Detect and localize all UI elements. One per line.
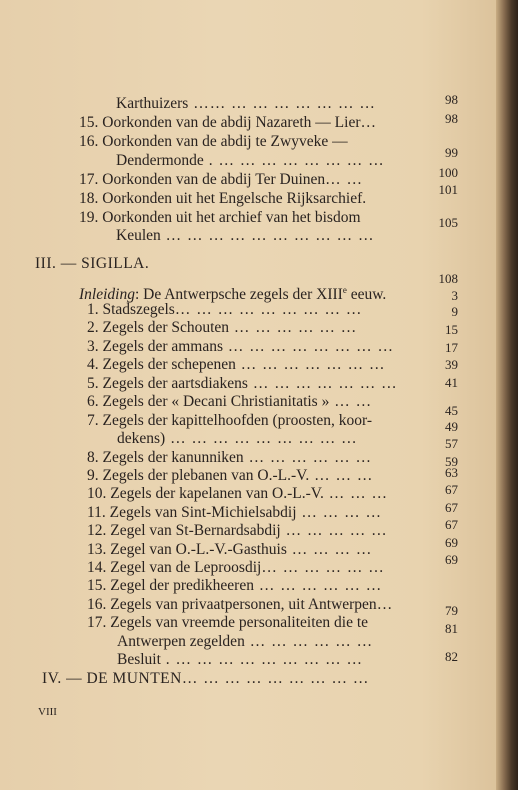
entry-text: 13. Zegel van O.-L.-V.-Gasthuis — [87, 541, 287, 558]
entry-text: 11. Zegels van Sint-Michielsabdij — [87, 504, 297, 521]
page-number: 63 — [445, 465, 458, 480]
entry-text: 2. Zegels der Schouten — [87, 319, 230, 336]
page-number: 59 — [445, 454, 458, 469]
folio-number: VIII — [38, 706, 57, 718]
entry-text: 12. Zegel van St-Bernardsabdij — [87, 522, 281, 539]
page-number: 57 — [445, 436, 458, 451]
leader-dots: … — [376, 596, 394, 613]
entry-text: 9. Zegels der plebanen van O.-L.-V. — [87, 467, 310, 484]
intro-rest: eeuw. — [346, 286, 387, 304]
page-number: 98 — [445, 92, 458, 107]
toc-entry-1 — [87, 301, 362, 318]
toc-entry-4 — [87, 356, 386, 373]
toc-entry-13 — [87, 541, 372, 558]
section-heading-munten — [42, 670, 369, 687]
entry-text: 1. Stadszegels — [87, 301, 175, 318]
toc-entry-10 — [87, 485, 388, 502]
page-number: 69 — [445, 535, 458, 550]
toc-entry-19-cont — [116, 227, 375, 244]
toc-entry-3 — [87, 338, 394, 355]
leader-dots: … … … … … … … — [235, 356, 386, 373]
page-number: 69 — [445, 552, 458, 567]
toc-entry-2 — [87, 319, 357, 336]
toc-entry-14 — [87, 559, 385, 576]
entry-text: Keulen — [116, 227, 161, 244]
entry-text: 18. Oorkonden uit het Engelsche Rijksarchief. — [79, 190, 367, 207]
toc-entry-17b — [87, 614, 368, 631]
book-gutter-edge — [496, 0, 518, 790]
toc-entry-18 — [79, 190, 366, 207]
page-number: 3 — [451, 288, 458, 303]
leader-dots: . … … … … … … … … … — [160, 651, 364, 668]
toc-entry-besluit — [117, 651, 363, 668]
leader-dots: … … … … … … … … … — [165, 430, 358, 447]
entry-text: 6. Zegels der « Decani Christianitatis » — [87, 393, 330, 410]
entry-text: 5. Zegels der aartsdiakens — [87, 375, 248, 392]
entry-text: 19. Oorkonden uit het archief van het bisdom — [79, 209, 361, 226]
page-number: 79 — [445, 603, 458, 618]
leader-dots: … … … … … … … … … — [181, 670, 370, 687]
page-number: 100 — [438, 165, 458, 180]
leader-dots: … … … … … — [280, 522, 388, 539]
leader-dots: …… … … … … … … … — [188, 95, 376, 112]
leader-dots: … … … … … … — [244, 633, 374, 650]
leader-dots: … … … … … … … … — [223, 338, 395, 355]
page-number: 101 — [438, 182, 458, 197]
toc-entry-16-cont — [116, 152, 385, 169]
entry-text: Antwerpen zegelden — [117, 633, 245, 650]
leader-dots: … … … … … … — [229, 319, 358, 336]
page-number: 45 — [445, 403, 458, 418]
page-number: 9 — [451, 304, 458, 319]
toc-entry-15b — [87, 577, 382, 594]
entry-text: 3. Zegels der ammans — [87, 338, 224, 355]
toc-entry-karthuizers — [116, 95, 376, 112]
toc-entry-12 — [87, 522, 388, 539]
leader-dots: … — [360, 114, 377, 131]
leader-dots: … … — [329, 393, 373, 410]
toc-entry-8 — [87, 449, 372, 466]
toc-entry-16 — [79, 133, 348, 150]
leader-dots: … … … … … … … … … — [174, 301, 363, 318]
page-number: 67 — [445, 517, 458, 532]
page-number: 105 — [438, 215, 458, 230]
entry-text: 4. Zegels der schepenen — [87, 356, 236, 373]
leader-dots: … … … … — [286, 541, 373, 558]
leader-dots: … … — [325, 171, 364, 188]
section-title: IV. — DE MUNTEN — [42, 670, 182, 687]
page-number: 49 — [445, 419, 458, 434]
page-number: 67 — [445, 482, 458, 497]
page-number: 82 — [445, 649, 458, 664]
leader-dots: … … … … — [296, 504, 382, 521]
entry-text: 16. Zegels van privaatpersonen, uit Antwerpen — [87, 596, 377, 613]
leader-dots: . … … … … … … … … — [203, 152, 385, 169]
page-number: 17 — [445, 340, 458, 355]
section-heading-sigilla: III. — SIGILLA. — [35, 255, 150, 272]
page-number: 99 — [445, 145, 458, 160]
leader-dots: … … … — [309, 467, 374, 484]
intro-sup: e — [342, 285, 347, 295]
toc-entry-5 — [87, 375, 398, 392]
intro-text: : De Antwerpsche zegels der XIII — [134, 286, 343, 304]
toc-entry-7 — [87, 412, 372, 429]
entry-text: 17. Zegels van vreemde personaliteiten die te — [87, 614, 369, 631]
entry-text: 7. Zegels der kapittelhoofden (proosten, koor- — [87, 412, 373, 429]
leader-dots: … … … — [323, 485, 388, 502]
toc-entry-19 — [79, 209, 361, 226]
entry-text: 14. Zegel van de Leproosdij — [87, 559, 262, 576]
entry-text: 15. Oorkonden van de abdij Nazareth — Lier — [79, 114, 361, 131]
entry-text: 10. Zegels der kapelanen van O.-L.-V. — [87, 485, 324, 502]
page-number: 67 — [445, 500, 458, 515]
toc-entry-17b-cont — [117, 633, 373, 650]
intro-label: Inleiding — [79, 286, 135, 304]
page-number: 15 — [445, 322, 458, 337]
entry-text: dekens) — [117, 430, 166, 447]
toc-entry-16b — [87, 596, 393, 613]
page-number: 98 — [445, 111, 458, 126]
entry-text: Karthuizers — [116, 95, 189, 112]
page-number: 81 — [445, 621, 458, 636]
toc-intro — [79, 282, 386, 303]
entry-text: 17. Oorkonden van de abdij Ter Duinen — [79, 171, 326, 188]
entry-text: Besluit — [117, 651, 161, 668]
toc-entry-15 — [79, 114, 377, 131]
leader-dots: … … … … … … … … … … — [160, 227, 375, 244]
entry-text: 15. Zegel der predikheeren — [87, 577, 254, 594]
page-number: 108 — [438, 271, 458, 286]
toc-entry-11 — [87, 504, 382, 521]
toc-entry-7-cont — [117, 430, 358, 447]
page-number: 41 — [445, 375, 458, 390]
leader-dots: … … … … … … — [243, 449, 372, 466]
toc-entry-6 — [87, 393, 372, 410]
toc-entry-9 — [87, 467, 373, 484]
page-number: 39 — [445, 357, 458, 372]
entry-text: 8. Zegels der kanunniken — [87, 449, 244, 466]
toc-entry-17 — [79, 171, 363, 188]
leader-dots: … … … … … … — [261, 559, 385, 576]
entry-text: 16. Oorkonden van de abdij te Zwyveke — — [79, 133, 348, 150]
leader-dots: … … … … … … … — [247, 375, 398, 392]
entry-text: Dendermonde — [116, 152, 204, 169]
leader-dots: … … … … … … — [253, 577, 383, 594]
